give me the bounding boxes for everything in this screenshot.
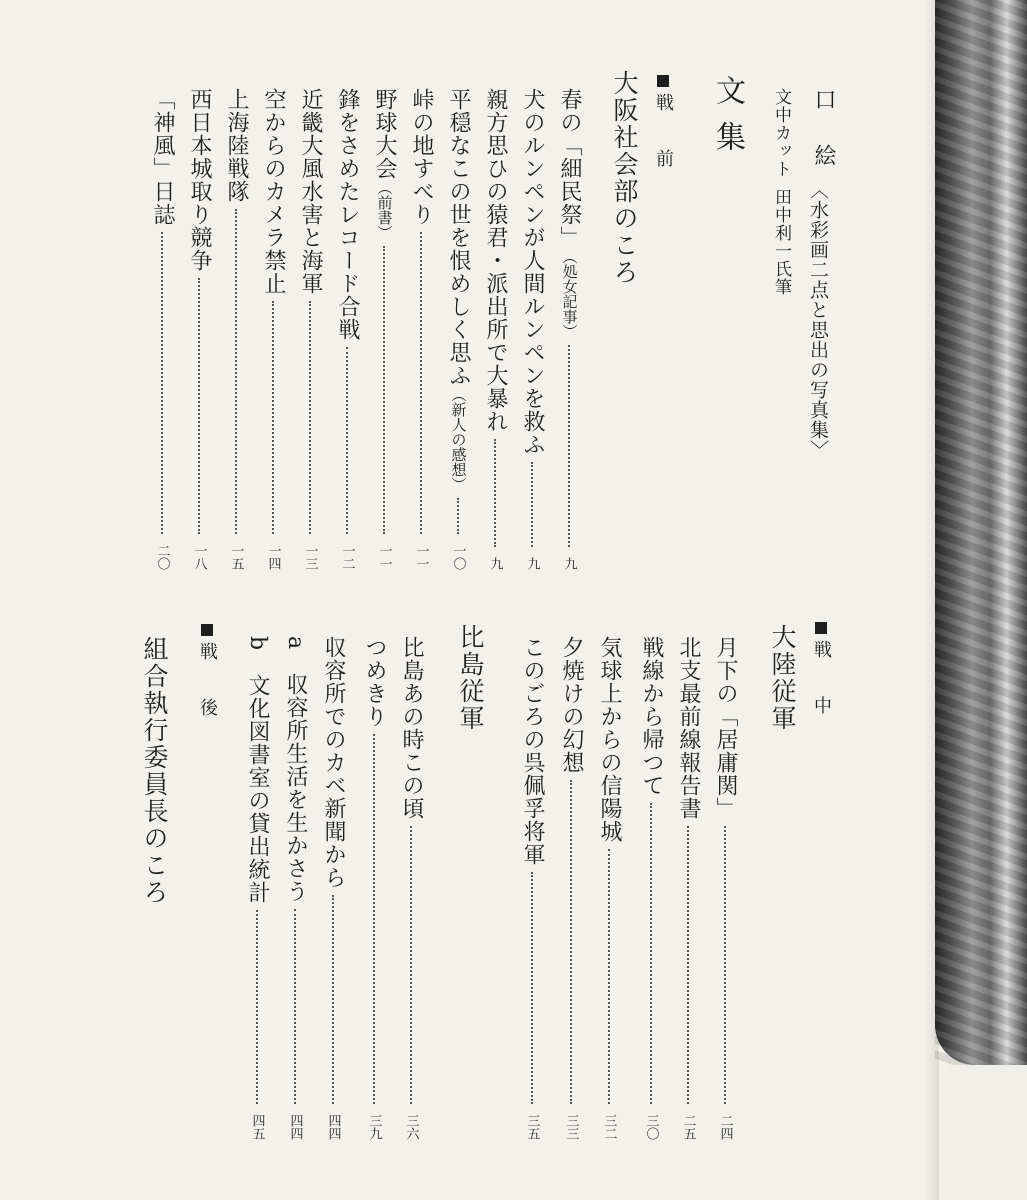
entry-title: 上海陸戦隊 xyxy=(224,88,249,203)
dot-leader xyxy=(570,780,572,1104)
entry-page-number: 一一 xyxy=(413,544,429,570)
entry-page-number: 二〇 xyxy=(154,544,170,570)
entry-title: 空からのカメラ禁止 xyxy=(261,88,286,295)
toc-entry xyxy=(447,88,469,570)
entry-page-number: 三二 xyxy=(601,1114,617,1140)
toc-entry xyxy=(714,636,736,1140)
dot-leader xyxy=(272,301,274,534)
square-bullet-icon xyxy=(657,75,669,87)
toc-entry xyxy=(521,636,543,1140)
entry-title: b 文化図書室の貸出統計 xyxy=(245,636,270,905)
entry-page-number: 一一 xyxy=(376,544,392,570)
toc-entry xyxy=(558,88,580,570)
toc-entry xyxy=(188,88,210,570)
toc-entry xyxy=(484,88,506,570)
dot-leader xyxy=(650,803,652,1104)
entry-title: 月下の「居庸関」 xyxy=(713,636,738,820)
frontispiece-desc: 〈水彩画二点と思出の写真集〉 xyxy=(807,180,829,460)
postwar-mark xyxy=(198,624,216,726)
dot-leader xyxy=(420,232,422,534)
dot-leader xyxy=(531,462,533,547)
entry-page-number: 三五 xyxy=(524,1114,540,1140)
entry-page-number: 四四 xyxy=(325,1114,341,1140)
entry-title: 戦線から帰つて xyxy=(639,636,664,797)
dot-leader xyxy=(687,826,689,1104)
dot-leader xyxy=(568,345,570,547)
entry-title: 気球上からの信陽城 xyxy=(597,636,622,843)
dot-leader xyxy=(608,849,610,1104)
toc-entry xyxy=(151,88,173,570)
toc-entry xyxy=(284,636,306,1140)
toc-entry xyxy=(225,88,247,570)
entry-page-number: 九 xyxy=(487,557,503,570)
dot-leader xyxy=(373,734,375,1104)
postwar-mark-text: 戦 後 xyxy=(197,642,218,726)
entry-title: 峠の地すべり xyxy=(409,88,434,226)
toc-entry xyxy=(410,88,432,570)
entry-page-number: 九 xyxy=(524,557,540,570)
entry-page-number: 三三 xyxy=(563,1114,579,1140)
prewar-mark xyxy=(654,75,672,177)
toc-entry xyxy=(262,88,284,570)
illustration-label: 文中カット xyxy=(771,88,791,178)
entry-title: 夕焼けの幻想 xyxy=(559,636,584,774)
dot-leader xyxy=(309,301,311,534)
entry-page-number: 一五 xyxy=(228,544,244,570)
entry-title: 犬のルンペンが人間ルンペンを救ふ xyxy=(520,88,545,456)
entry-title: 春の「細民祭」 xyxy=(557,88,582,249)
toc-entry xyxy=(246,636,268,1140)
section-heading: 文集 xyxy=(710,75,745,167)
prewar-group-title: 大阪社会部のころ xyxy=(610,70,639,286)
entry-page-number: 一〇 xyxy=(450,544,466,570)
dot-leader xyxy=(332,895,334,1104)
entry-page-number: 三〇 xyxy=(643,1114,659,1140)
wartime-mark-text: 戦 中 xyxy=(811,640,832,724)
entry-title: 「神風」日誌 xyxy=(150,88,175,226)
toc-entry xyxy=(373,88,395,570)
toc-entry xyxy=(521,88,543,570)
prewar-mark-text: 戦 前 xyxy=(653,93,674,177)
postwar-group-title: 組合執行委員長のころ xyxy=(140,636,169,906)
entry-title: 北支最前線報告書 xyxy=(676,636,701,820)
frontispiece-label: 口 絵 xyxy=(811,88,836,172)
entry-title: 親方思ひの猿君・派出所で大暴れ xyxy=(483,88,508,433)
toc-entry xyxy=(560,636,582,1140)
entry-note: （前書） xyxy=(375,180,394,240)
entry-title: 平穏なこの世を恨めしく思ふ xyxy=(446,88,471,387)
toc-entry xyxy=(322,636,344,1140)
toc-entry xyxy=(363,636,385,1140)
entry-page-number: 三六 xyxy=(403,1114,419,1140)
facing-page-photo xyxy=(935,0,1027,1065)
illustration-artist: 田中利一氏筆 xyxy=(771,188,791,296)
entry-note: （処女記事） xyxy=(560,249,579,339)
entry-title: 野球大会 xyxy=(372,88,397,180)
dot-leader xyxy=(161,232,163,534)
entry-title: a 収容所生活を生かさう xyxy=(283,636,308,904)
entry-page-number: 一二 xyxy=(339,544,355,570)
dot-leader xyxy=(724,826,726,1104)
entry-page-number: 三九 xyxy=(366,1114,382,1140)
entry-page-number: 四四 xyxy=(287,1114,303,1140)
dot-leader xyxy=(383,246,385,534)
toc-entry xyxy=(336,88,358,570)
toc-entry xyxy=(400,636,422,1140)
wartime-group1-title: 大陸従軍 xyxy=(768,624,797,732)
entry-title: 西日本城取り競争 xyxy=(187,88,212,272)
toc-entry xyxy=(598,636,620,1140)
dot-leader xyxy=(346,347,348,534)
entry-page-number: 一四 xyxy=(265,544,281,570)
entry-page-number: 四五 xyxy=(249,1114,265,1140)
dot-leader xyxy=(457,498,459,534)
entry-title: 収容所でのカベ新聞から xyxy=(321,636,346,889)
square-bullet-icon xyxy=(815,622,827,634)
square-bullet-icon xyxy=(201,624,213,636)
dot-leader xyxy=(198,278,200,534)
entry-title: 近畿大風水害と海軍 xyxy=(298,88,323,295)
toc-entry xyxy=(677,636,699,1140)
dot-leader xyxy=(235,209,237,534)
entry-note: （新人の感想） xyxy=(449,387,468,492)
entry-page-number: 二五 xyxy=(680,1114,696,1140)
entry-title: 比島あの時この頃 xyxy=(399,636,424,820)
toc-entry xyxy=(640,636,662,1140)
wartime-group2-title: 比島従軍 xyxy=(456,624,485,732)
dot-leader xyxy=(256,910,258,1104)
entry-page-number: 一八 xyxy=(191,544,207,570)
dot-leader xyxy=(494,439,496,547)
dot-leader xyxy=(410,826,412,1104)
entry-page-number: 二四 xyxy=(717,1114,733,1140)
entry-title: このごろの呉佩孚将軍 xyxy=(520,636,545,866)
dot-leader xyxy=(294,909,296,1104)
entry-page-number: 九 xyxy=(561,557,577,570)
entry-title: つめきり xyxy=(362,636,387,728)
dot-leader xyxy=(531,872,533,1104)
entry-title: 鋒をさめたレコード合戦 xyxy=(335,88,360,341)
wartime-mark xyxy=(812,622,830,724)
toc-entry xyxy=(299,88,321,570)
entry-page-number: 一三 xyxy=(302,544,318,570)
